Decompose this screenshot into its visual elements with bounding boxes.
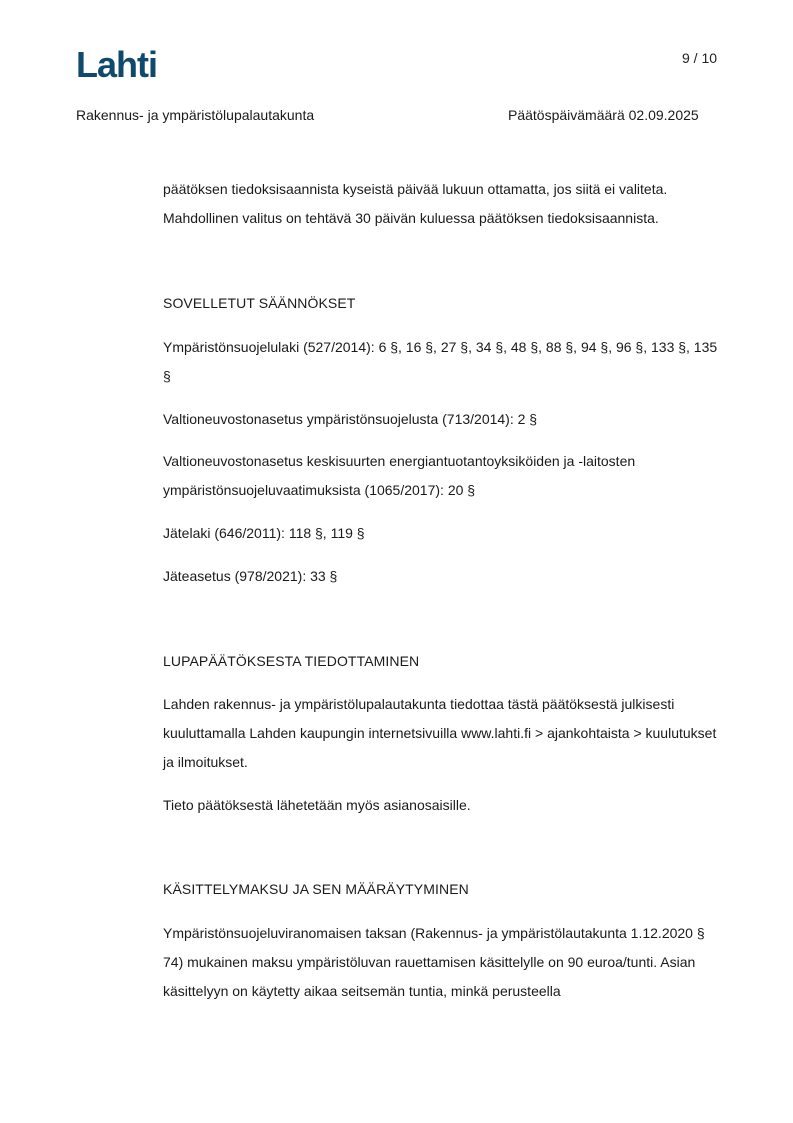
intro-line-1: päätöksen tiedoksisaannista kyseistä päivää lukuun ottamatta, jos siitä ei valiteta. (163, 181, 668, 197)
publication-paragraph-2: Tieto päätöksestä lähetetään myös asianosaisille. (163, 797, 471, 813)
intro-line-2: Mahdollinen valitus on tehtävä 30 päivän kuluessa päätöksen tiedoksisaannista. (163, 210, 659, 226)
section-heading-publication: LUPAPÄÄTÖKSESTA TIEDOTTAMINEN (163, 653, 420, 669)
logo-wordmark: Lahti (76, 46, 157, 82)
organization-name: Rakennus- ja ympäristölupalautakunta (76, 107, 315, 123)
regulation-item: Jätelaki (646/2011): 118 §, 119 § (163, 525, 365, 541)
section-heading-regulations: SOVELLETUT SÄÄNNÖKSET (163, 295, 356, 311)
regulation-item: Valtioneuvostonasetus keskisuurten energiantuotantoyksiköiden ja -laitosten ympäristönsuojeluvaatimuksista (1065/2017): 20 § (163, 453, 636, 498)
fee-paragraph: Ympäristönsuojeluviranomaisen taksan (Rakennus- ja ympäristölautakunta 1.12.2020 § 74) mukainen maksu ympäristöluvan rauettamisen käsittelylle on 90 euroa/tunti. Asian käsittelyyn on käytetty aikaa seitsemän tuntia, minkä perusteella (163, 925, 705, 999)
section-heading-fee: KÄSITTELYMAKSU JA SEN MÄÄRÄYTYMINEN (163, 881, 469, 897)
decision-date: Päätöspäivämäärä 02.09.2025 (508, 107, 699, 123)
page-number: 9 / 10 (682, 50, 718, 66)
lahti-logo (76, 46, 168, 82)
publication-paragraph: Lahden rakennus- ja ympäristölupalautakunta tiedottaa tästä päätöksestä julkisesti kuuluttamalla Lahden kaupungin internetsivuilla www.lahti.fi > ajankohtaista > kuulutukset ja ilmoitukset. (163, 696, 717, 770)
regulation-item: Jäteasetus (978/2021): 33 § (163, 568, 338, 584)
regulation-item: Valtioneuvostonasetus ympäristönsuojelusta (713/2014): 2 § (163, 411, 538, 427)
regulation-item: Ympäristönsuojelulaki (527/2014): 6 §, 16 §, 27 §, 34 §, 48 §, 88 §, 94 §, 96 §, 133 §, 135 § (163, 339, 718, 384)
